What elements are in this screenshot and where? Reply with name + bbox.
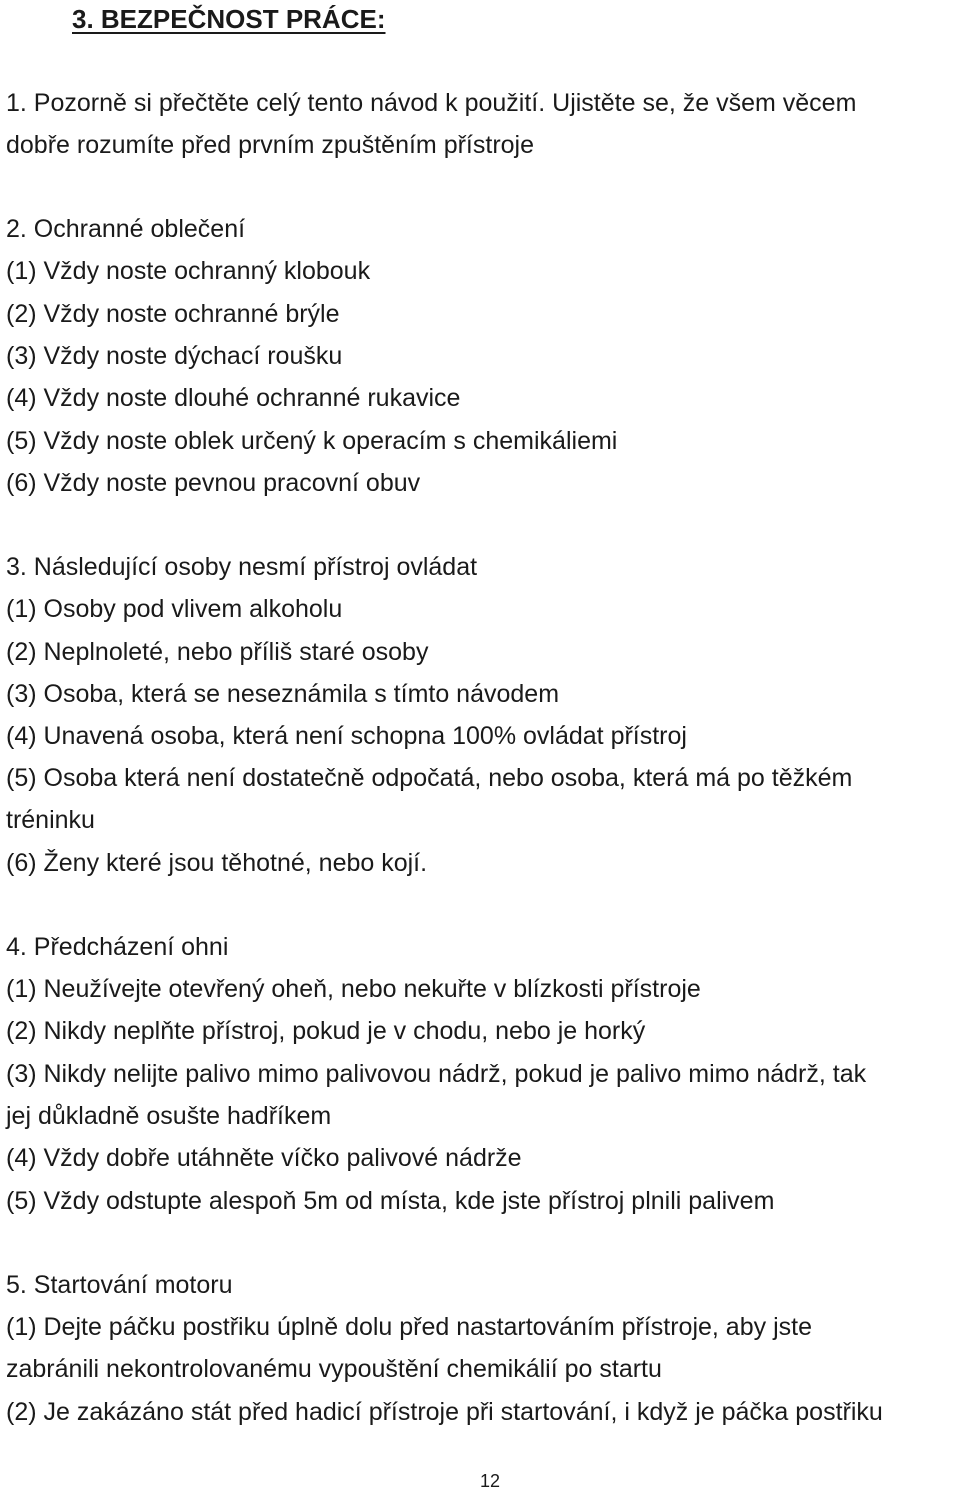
list-item: (4) Vždy noste dlouhé ochranné rukavice [6, 384, 461, 412]
list-item-continuation: jej důkladně osušte hadříkem [6, 1102, 332, 1130]
list-item: (2) Nikdy neplňte přístroj, pokud je v chodu, nebo je horký [6, 1017, 646, 1045]
list-item: (3) Nikdy nelijte palivo mimo palivovou nádrž, pokud je palivo mimo nádrž, tak [6, 1060, 867, 1088]
subsection-heading: 2. Ochranné oblečení [6, 215, 246, 243]
list-item: (1) Vždy noste ochranný klobouk [6, 257, 371, 285]
list-item-continuation: zabránili nekontrolovanému vypouštění chemikálií po startu [6, 1355, 662, 1383]
list-item: (6) Vždy noste pevnou pracovní obuv [6, 469, 421, 497]
list-item: (1) Neužívejte otevřený oheň, nebo nekuřte v blízkosti přístroje [6, 975, 701, 1003]
list-item: (6) Ženy které jsou těhotné, nebo kojí. [6, 849, 428, 877]
subsection-heading: 5. Startování motoru [6, 1271, 233, 1299]
section-heading: 3. BEZPEČNOST PRÁCE: [72, 4, 386, 34]
list-item: (1) Dejte páčku postřiku úplně dolu před nastartováním přístroje, aby jste [6, 1313, 812, 1341]
page-number: 12 [479, 1471, 501, 1491]
list-item: (3) Vždy noste dýchací roušku [6, 342, 343, 370]
list-item: (4) Unavená osoba, která není schopna 100% ovládat přístroj [6, 722, 687, 750]
list-item: (2) Je zakázáno stát před hadicí přístroje při startování, i když je páčka postřiku [6, 1398, 883, 1426]
list-item: (2) Neplnoleté, nebo příliš staré osoby [6, 638, 429, 666]
list-item: (5) Osoba která není dostatečně odpočatá, nebo osoba, která má po těžkém [6, 764, 853, 792]
list-item: (1) Osoby pod vlivem alkoholu [6, 595, 343, 623]
list-item: (4) Vždy dobře utáhněte víčko palivové nádrže [6, 1144, 522, 1172]
list-item: (5) Vždy odstupte alespoň 5m od místa, kde jste přístroj plnili palivem [6, 1187, 775, 1215]
text-line: dobře rozumíte před prvním zpuštěním přístroje [6, 131, 535, 159]
list-item: (2) Vždy noste ochranné brýle [6, 300, 340, 328]
subsection-heading: 4. Předcházení ohni [6, 933, 229, 961]
list-item: (5) Vždy noste oblek určený k operacím s chemikáliemi [6, 427, 618, 455]
subsection-heading: 3. Následující osoby nesmí přístroj ovládat [6, 553, 478, 581]
list-item: (3) Osoba, která se neseznámila s tímto návodem [6, 680, 560, 708]
list-item-continuation: tréninku [6, 806, 95, 834]
text-line: 1. Pozorně si přečtěte celý tento návod k použití. Ujistěte se, že všem věcem [6, 89, 857, 117]
